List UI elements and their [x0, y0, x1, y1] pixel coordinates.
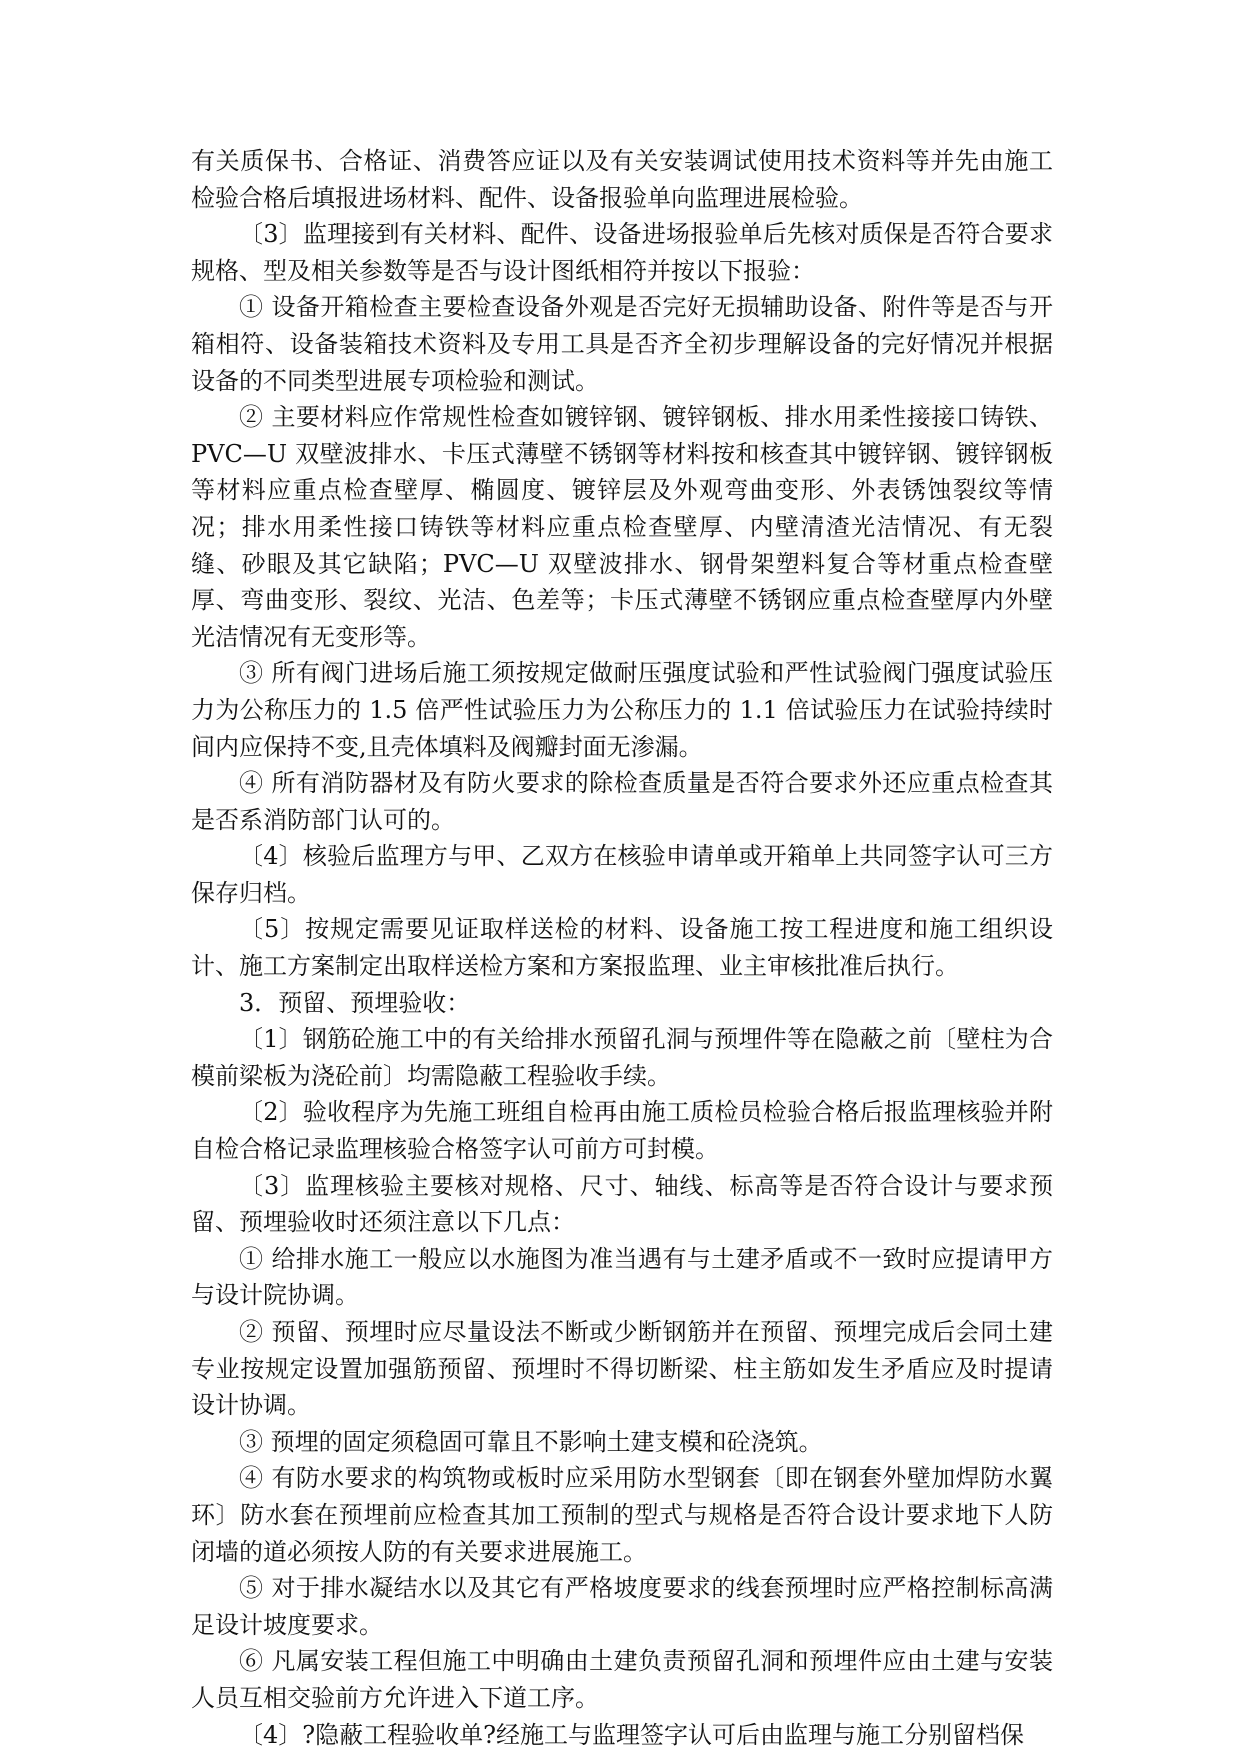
paragraph: 〔4〕?隐蔽工程验收单?经施工与监理签字认可后由监理与施工分别留档保	[239, 1720, 1025, 1749]
paragraph: 〔3〕监理接到有关材料、配件、设备进场报验单后先核对质保是否符合要求规格、型及相关参数等是否与设计图纸相符并按以下报验：	[191, 220, 1053, 285]
paragraph: 〔4〕核验后监理方与甲、乙双方在核验申请单或开箱单上共同签字认可三方保存归档。	[191, 842, 1053, 907]
paragraph: ④ 有防水要求的构筑物或板时应采用防水型钢套〔即在钢套外壁加焊防水翼环〕防水套在预埋前应检查其加工预制的型式与规格是否符合设计要求地下人防闭墙的道必须按人防的有关要求进展施工。	[191, 1464, 1053, 1566]
paragraph: ② 预留、预埋时应尽量设法不断或少断钢筋并在预留、预埋完成后会同土建专业按规定设置加强筋预留、预埋时不得切断梁、柱主筋如发生矛盾应及时提请设计协调。	[191, 1318, 1053, 1420]
paragraph: 有关质保书、合格证、消费答应证以及有关安装调试使用技术资料等并先由施工检验合格后填报进场材料、配件、设备报验单向监理进展检验。	[191, 147, 1053, 212]
paragraph: ⑥ 凡属安装工程但施工中明确由土建负责预留孔洞和预埋件应由土建与安装人员互相交验前方允许进入下道工序。	[191, 1647, 1053, 1712]
paragraph: ③ 预埋的固定须稳固可靠且不影响土建支模和砼浇筑。	[239, 1427, 823, 1456]
paragraph: ② 主要材料应作常规性检查如镀锌钢、镀锌钢板、排水用柔性接接口铸铁、PVC—U 双壁波排水、卡压式薄壁不锈钢等材料按和核查其中镀锌钢、镀锌钢板等材料应重点检查壁厚、椭圆度、镀锌层及外观弯曲变形、外表锈蚀裂纹等情况；排水用柔性接口铸铁等材料应重点检查壁厚、内壁清渣光洁情况、有无裂缝、砂眼及其它缺陷；PVC—U 双壁波排水、钢骨架塑料复合等材重点检查壁厚、弯曲变形、裂纹、光洁、色差等；卡压式薄壁不锈钢应重点检查壁厚内外壁光洁情况有无变形等。	[191, 403, 1053, 651]
document-body	[191, 143, 1053, 1753]
paragraph: 〔1〕钢筋砼施工中的有关给排水预留孔洞与预埋件等在隐蔽之前〔壁柱为合模前梁板为浇砼前〕均需隐蔽工程验收手续。	[191, 1025, 1053, 1090]
paragraph: 〔3〕监理核验主要核对规格、尺寸、轴线、标高等是否符合设计与要求预留、预埋验收时还须注意以下几点：	[191, 1171, 1053, 1237]
paragraph: 〔5〕按规定需要见证取样送检的材料、设备施工按工程进度和施工组织设计、施工方案制定出取样送检方案和方案报监理、业主审核批准后执行。	[191, 915, 1053, 981]
section-heading: 3．预留、预埋验收：	[239, 988, 471, 1017]
paragraph: ⑤ 对于排水凝结水以及其它有严格坡度要求的线套预埋时应严格控制标高满足设计坡度要求。	[191, 1574, 1053, 1639]
paragraph: ① 设备开箱检查主要检查设备外观是否完好无损辅助设备、附件等是否与开箱相符、设备装箱技术资料及专用工具是否齐全初步理解设备的完好情况并根据设备的不同类型进展专项检验和测试。	[191, 293, 1053, 395]
paragraph: ④ 所有消防器材及有防火要求的除检查质量是否符合要求外还应重点检查其是否系消防部门认可的。	[191, 769, 1053, 834]
paragraph: ① 给排水施工一般应以水施图为准当遇有与土建矛盾或不一致时应提请甲方与设计院协调。	[191, 1244, 1053, 1310]
paragraph: 〔2〕验收程序为先施工班组自检再由施工质检员检验合格后报监理核验并附自检合格记录监理核验合格签字认可前方可封模。	[191, 1098, 1053, 1164]
paragraph: ③ 所有阀门进场后施工须按规定做耐压强度试验和严性试验阀门强度试验压力为公称压力的 1.5 倍严性试验压力为公称压力的 1.1 倍试验压力在试验持续时间内应保持不变,且壳体填料及阀瓣封面无渗漏。	[191, 659, 1053, 761]
